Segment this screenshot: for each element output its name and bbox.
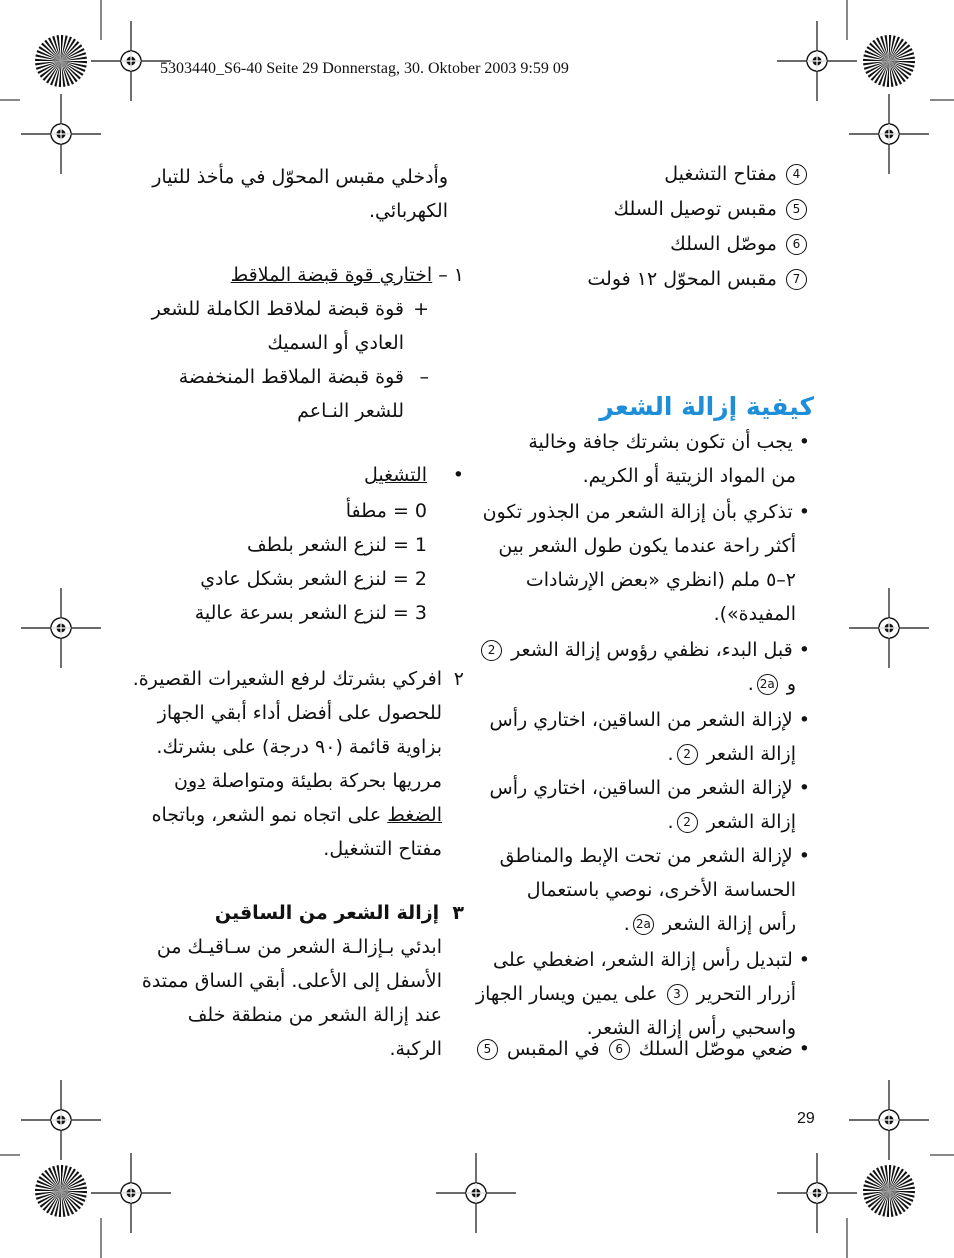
starburst-mark-bottom-left: [34, 1164, 88, 1218]
bullet-line: المفيدة»).: [713, 603, 796, 625]
starburst-ray: [35, 59, 61, 61]
step-1-title: ١ – اختاري قوة قبضة الملاقط: [230, 264, 464, 286]
setting-line: 2 = لنزع الشعر بشكل عادي: [200, 568, 427, 590]
bullet-line: • قبل البدء، نظفي رؤوس إزالة الشعر 2: [478, 633, 810, 667]
bullet-line: ٢–٥ ملم (انظري «بعض الإرشادات: [525, 569, 796, 591]
intro-line: الكهربائي.: [368, 200, 448, 222]
bullet-line: أزرار التحرير 3 على يمين ويسار الجهاز: [475, 983, 796, 1005]
setting-line: 3 = لنزع الشعر بسرعة عالية: [194, 602, 427, 624]
step-3-line: الأسفل إلى الأعلى. أبقي الساق ممتدة: [141, 970, 442, 992]
starburst-mark-top-right: [862, 34, 916, 88]
plus-text-line: قوة قبضة لملاقط الكاملة للشعر: [151, 298, 404, 320]
operation-title: التشغيل: [363, 464, 427, 486]
section-heading: كيفية إزالة الشعر: [599, 392, 814, 421]
part-item: 7 مقبس المحوّل ١٢ فولت: [587, 262, 810, 296]
bullet-line: الحساسة الأخرى، نوصي باستعمال: [526, 879, 796, 901]
starburst-ray: [889, 1191, 915, 1193]
bullet-line: • لتبديل رأس إزالة الشعر، اضغطي على: [493, 949, 810, 971]
plus-sign: +: [413, 298, 429, 320]
step-2-line: مفتاح التشغيل.: [323, 838, 442, 860]
bullet-line: • لإزالة الشعر من تحت الإبط والمناطق: [499, 845, 810, 867]
starburst-ray: [61, 35, 63, 61]
bullet-line: • لإزالة الشعر من الساقين، اختاري رأس: [489, 777, 810, 799]
parts-list: [480, 157, 810, 297]
starburst-ray: [59, 61, 61, 87]
bullet-line: إزالة الشعر 2.: [667, 811, 796, 833]
minus-text-line: للشعر النـاعم: [297, 400, 404, 422]
file-info-line: 5303440_S6-40 Seite 29 Donnerstag, 30. Oktober 2003 9:59 09: [160, 60, 569, 77]
minus-sign: –: [419, 366, 429, 388]
bullet-line: • يجب أن تكون بشرتك جافة وخالية: [528, 431, 810, 453]
intro-line: وأدخلي مقبس المحوّل في مأخذ للتيار: [152, 166, 448, 188]
part-item: 6 موصّل السلك: [670, 227, 810, 261]
bullet-line: أكثر راحة عندما يكون طول الشعر بين: [498, 535, 796, 557]
starburst-ray: [863, 1189, 889, 1191]
starburst-ray: [889, 1165, 891, 1191]
step-3-line: الركبة.: [389, 1038, 442, 1060]
bullet-line: من المواد الزيتية أو الكريم.: [582, 465, 796, 487]
starburst-mark-top-left: [34, 34, 88, 88]
bullet-line: واسحبي رأس إزالة الشعر.: [586, 1017, 796, 1039]
bullet-line: إزالة الشعر 2.: [667, 743, 796, 765]
operation-bullet: •: [452, 464, 464, 486]
starburst-ray: [889, 35, 891, 61]
bullet-line: • تذكري بأن إزالة الشعر من الجذور تكون: [482, 501, 810, 523]
setting-line: 0 = مطفأ: [345, 500, 427, 522]
instructions-list: [470, 425, 810, 1065]
minus-text-line: قوة قبضة الملاقط المنخفضة: [178, 366, 404, 388]
plus-text-line: العادي أو السميك: [267, 332, 404, 354]
step-3-line: عند إزالة الشعر من منطقة خلف: [187, 1004, 442, 1026]
starburst-ray: [863, 59, 889, 61]
starburst-mark-bottom-right: [862, 1164, 916, 1218]
step-2-line: بزاوية قائمة (٩٠ درجة) على بشرتك.: [156, 736, 442, 758]
bullet-line: رأس إزالة الشعر 2a.: [623, 913, 796, 935]
starburst-ray: [889, 61, 915, 63]
part-item: 5 مقبس توصيل السلك: [613, 192, 810, 226]
starburst-ray: [61, 1165, 63, 1191]
step-2-line: مرريها بحركة بطيئة ومتواصلة دون: [173, 770, 442, 792]
part-item: 4 مفتاح التشغيل: [664, 157, 810, 191]
bullet-line: • لإزالة الشعر من الساقين، اختاري رأس: [489, 709, 810, 731]
setting-line: 1 = لنزع الشعر بلطف: [246, 534, 427, 556]
step-3-title: ٣ إزالة الشعر من الساقين: [214, 902, 464, 924]
step-2-line: افركي بشرتك لرفع الشعيرات القصيرة.: [132, 668, 442, 690]
starburst-ray: [59, 1191, 61, 1217]
starburst-ray: [887, 1191, 889, 1217]
step-2-number: ٢: [453, 668, 464, 690]
step-2-line: للحصول على أفضل أداء أبقي الجهاز: [157, 702, 442, 724]
starburst-ray: [61, 1191, 87, 1193]
bullet-line: و 2a.: [747, 673, 796, 695]
bullet-line: • ضعي موصّل السلك 6 في المقبس 5: [474, 1032, 810, 1066]
page-number: 29: [797, 1110, 815, 1127]
starburst-ray: [61, 61, 87, 63]
step-3-line: ابدئي بـإزالـة الشعر من سـاقيـك من: [156, 936, 442, 958]
starburst-ray: [887, 61, 889, 87]
starburst-ray: [35, 1189, 61, 1191]
step-2-line: الضغط على اتجاه نمو الشعر، وباتجاه: [151, 804, 442, 826]
